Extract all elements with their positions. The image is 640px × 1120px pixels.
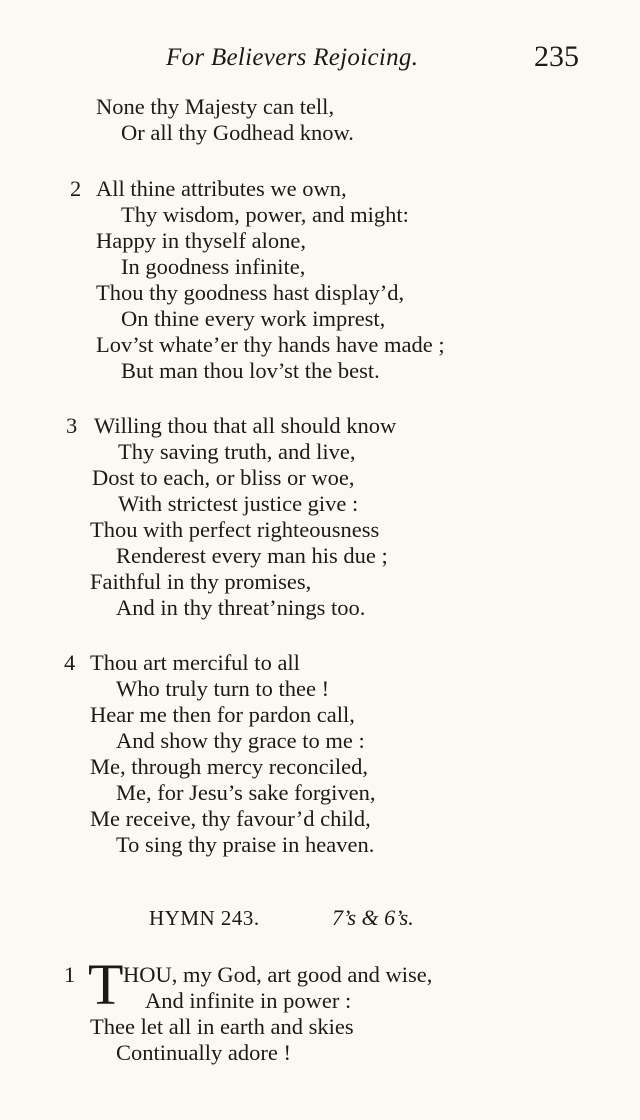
hymn-meter: 7’s & 6’s.: [332, 905, 414, 930]
verse-line: None thy Majesty can tell,: [96, 94, 335, 119]
verse-line: Thy saving truth, and live,: [118, 439, 356, 464]
verse-line: And infinite in power :: [145, 988, 352, 1013]
verse-line: HOU, my God, art good and wise,: [123, 962, 433, 987]
verse-line: Thee let all in earth and skies: [90, 1014, 354, 1039]
verse-line: To sing thy praise in heaven.: [116, 832, 375, 857]
verse-line: Continually adore !: [116, 1040, 291, 1065]
verse-line: With strictest justice give :: [118, 491, 359, 516]
verse-line: Happy in thyself alone,: [96, 228, 306, 253]
verse-line: Thou thy goodness hast display’d,: [96, 280, 405, 305]
verse-line: On thine every work imprest,: [121, 306, 386, 331]
verse-line: Me receive, thy favour’d child,: [90, 806, 371, 831]
running-header: For Believers Rejoicing.: [166, 44, 419, 71]
verse-line: Renderest every man his due ;: [116, 543, 388, 568]
stanza-number: 2: [70, 176, 82, 201]
verse-line: Hear me then for pardon call,: [90, 702, 355, 727]
verse-line: Thy wisdom, power, and might:: [121, 202, 409, 227]
verse-line: In goodness infinite,: [121, 254, 306, 279]
verse-line: Me, for Jesu’s sake forgiven,: [116, 780, 376, 805]
verse-line: Thou with perfect righteousness: [90, 517, 380, 542]
page-number: 235: [534, 40, 579, 73]
verse-line: Dost to each, or bliss or woe,: [92, 465, 355, 490]
verse-line: Willing thou that all should know: [94, 413, 397, 438]
verse-line: But man thou lov’st the best.: [121, 358, 380, 383]
stanza-number: 1: [64, 962, 76, 987]
verse-line: And in thy threat’nings too.: [116, 595, 366, 620]
stanza-number: 4: [64, 650, 76, 675]
verse-line: Thou art merciful to all: [90, 650, 300, 675]
drop-cap: T: [88, 952, 124, 1017]
hymn-title: HYMN 243.: [149, 906, 260, 930]
stanza-number: 3: [66, 413, 78, 438]
verse-line: All thine attributes we own,: [96, 176, 347, 201]
verse-line: Faithful in thy promises,: [90, 569, 312, 594]
verse-line: Lov’st whate’er thy hands have made ;: [96, 332, 445, 357]
verse-line: And show thy grace to me :: [116, 728, 365, 753]
verse-line: Who truly turn to thee !: [116, 676, 330, 701]
verse-line: Me, through mercy reconciled,: [90, 754, 369, 779]
verse-line: Or all thy Godhead know.: [121, 120, 354, 145]
